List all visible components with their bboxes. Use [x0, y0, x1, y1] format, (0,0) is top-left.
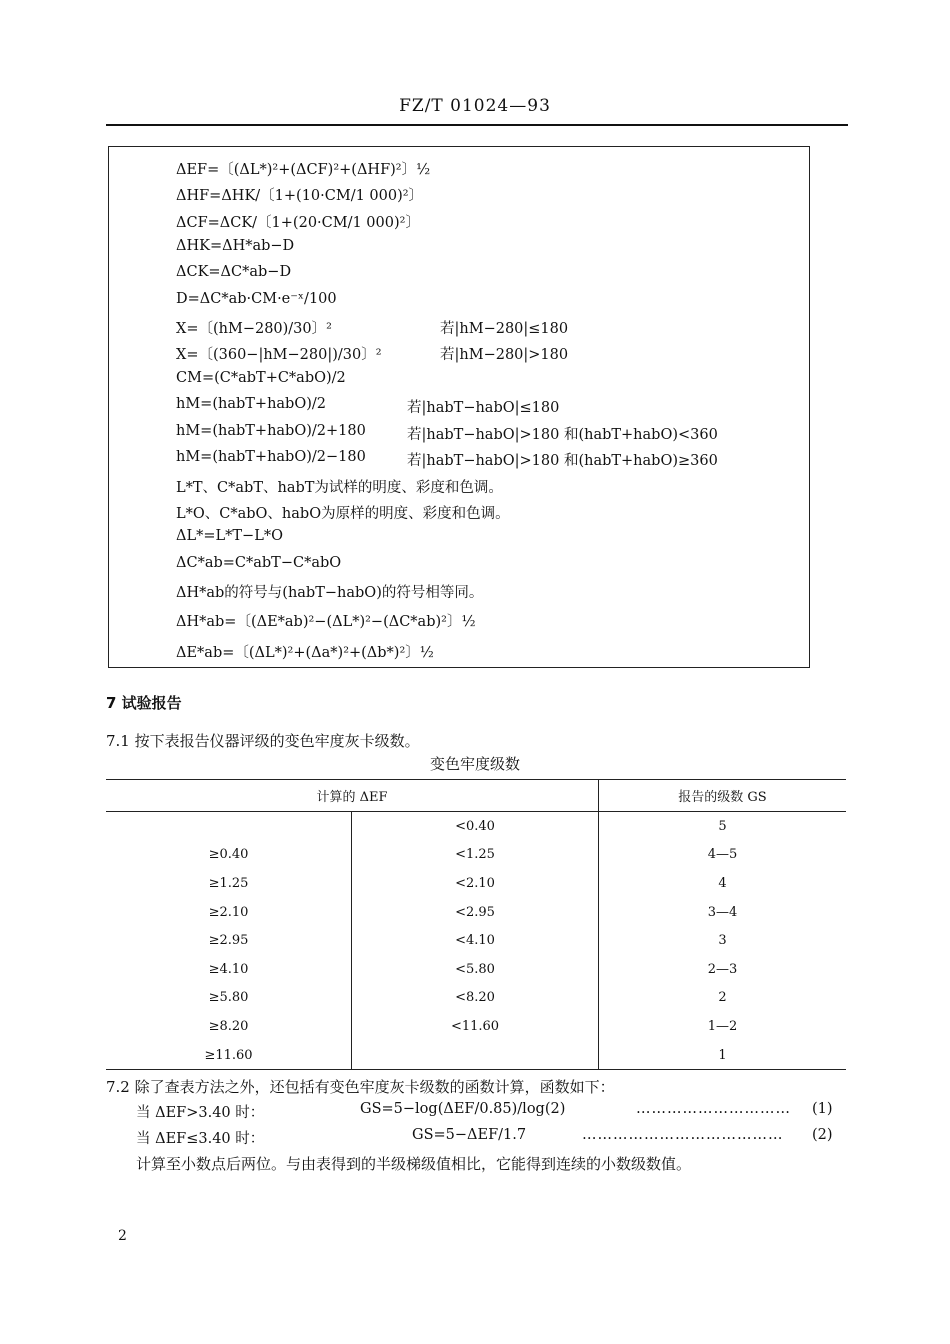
table-cell — [352, 1041, 599, 1070]
paragraph-7-1: 7.1 按下表报告仪器评级的变色牢度灰卡级数。 — [106, 732, 420, 750]
table-row — [106, 869, 846, 898]
table-cell: ≥11.60 — [106, 1041, 352, 1070]
formula-line: hM=(habT+habO)/2 — [176, 396, 326, 412]
table-header-grade: 报告的级数 GS — [599, 780, 847, 812]
table-cell: 1—2 — [707, 1018, 738, 1034]
table-cell: 5 — [718, 818, 727, 834]
table-cell: 1 — [599, 1041, 847, 1070]
table-cell: 3 — [718, 933, 727, 949]
section-title: 7 试验报告 — [106, 694, 182, 712]
table-cell: 2 — [718, 990, 727, 1006]
table-cell: <2.95 — [352, 898, 599, 927]
formula-line: ΔEF=〔(ΔL*)²+(ΔCF)²+(ΔHF)²〕½ — [176, 162, 431, 178]
table-row — [106, 841, 846, 870]
formula-line: hM=(habT+habO)/2+180 — [176, 423, 366, 439]
formula-line: L*O、C*abO、habO为原样的明度、彩度和色调。 — [176, 506, 510, 522]
formula-line: ΔC*ab=C*abT−C*abO — [176, 555, 342, 571]
equation-1-leader: ………………………… — [636, 1101, 791, 1117]
table-cell: 4—5 — [707, 847, 738, 863]
equation-2-condition: 当 ΔEF≤3.40 时： — [136, 1131, 265, 1147]
document-code: FZ/T 01024—93 — [399, 96, 551, 116]
formula-line: L*T、C*abT、habT为试样的明度、彩度和色调。 — [176, 480, 503, 496]
formula-condition: 若|habT−habO|>180 和(habT+habO)≥360 — [407, 453, 718, 469]
table-cell: 4 — [718, 875, 727, 891]
paragraph-7-2: 7.2 除了查表方法之外，还包括有变色牢度灰卡级数的函数计算，函数如下： — [106, 1078, 615, 1096]
formula-line: X=〔(hM−280)/30〕² — [176, 321, 332, 337]
equation-2-leader: ………………………………… — [582, 1127, 784, 1143]
header-rule — [106, 124, 848, 126]
table-cell: <4.10 — [352, 926, 599, 955]
formula-line: D=ΔC*ab·CM·e⁻ˣ/100 — [176, 291, 337, 307]
formula-line: ΔE*ab=〔(ΔL*)²+(Δa*)²+(Δb*)²〕½ — [176, 645, 434, 661]
table-cell: <2.10 — [352, 869, 599, 898]
table-row — [106, 926, 846, 955]
formula-condition: 若|habT−habO|≤180 — [407, 400, 560, 416]
table-header-delta-e: 计算的 ΔEF — [106, 780, 599, 812]
paragraph-closing: 计算至小数点后两位。与由表得到的半级梯级值相比，它能得到连续的小数级数值。 — [136, 1155, 692, 1173]
table-row — [106, 955, 846, 984]
formula-condition: 若|hM−280|>180 — [440, 347, 569, 363]
formula-condition: 若|habT−habO|>180 和(habT+habO)<360 — [407, 427, 718, 443]
table-row — [106, 1012, 846, 1041]
formula-line: ΔL*=L*T−L*O — [176, 528, 283, 544]
table-cell: ≥5.80 — [208, 990, 249, 1006]
formula-line: ΔCF=ΔCK/〔1+(20·CM/1 000)²〕 — [176, 215, 420, 231]
table-cell: 3—4 — [707, 904, 738, 920]
equation-2-formula: GS=5−ΔEF/1.7 — [412, 1127, 527, 1143]
table-row — [106, 898, 846, 927]
formula-line: CM=(C*abT+C*abO)/2 — [176, 370, 346, 386]
table-row — [106, 1041, 846, 1070]
equation-1-number: (1) — [812, 1101, 833, 1117]
equation-1-condition: 当 ΔEF>3.40 时： — [136, 1105, 265, 1121]
formula-line: ΔHK=ΔH*ab−D — [176, 238, 295, 254]
equation-2-number: (2) — [812, 1127, 833, 1143]
equation-1-formula: GS=5−log(ΔEF/0.85)/log(2) — [360, 1101, 566, 1117]
table-cell: <8.20 — [352, 984, 599, 1013]
table-cell: 2—3 — [707, 961, 738, 977]
table-cell: <1.25 — [352, 841, 599, 870]
table-cell: ≥1.25 — [208, 875, 249, 891]
table-cell: ≥4.10 — [208, 961, 249, 977]
table-cell: <11.60 — [352, 1012, 599, 1041]
formula-line: ΔHF=ΔHK/〔1+(10·CM/1 000)²〕 — [176, 188, 424, 204]
formula-line: ΔCK=ΔC*ab−D — [176, 264, 292, 280]
fastness-grade-table — [106, 779, 846, 1070]
table-cell — [106, 812, 352, 841]
formula-line: X=〔(360−|hM−280|)/30〕² — [176, 347, 382, 363]
formula-line: ΔH*ab的符号与(habT−habO)的符号相等同。 — [176, 585, 484, 601]
formula-line: hM=(habT+habO)/2−180 — [176, 449, 366, 465]
table-row — [106, 984, 846, 1013]
table-cell: <5.80 — [352, 955, 599, 984]
table-row — [106, 812, 846, 841]
table-caption: 变色牢度级数 — [429, 755, 520, 773]
table-cell: ≥2.95 — [208, 933, 249, 949]
page-number: 2 — [118, 1228, 127, 1244]
table-cell: ≥8.20 — [208, 1018, 249, 1034]
formula-condition: 若|hM−280|≤180 — [440, 321, 569, 337]
table-cell: ≥2.10 — [208, 904, 249, 920]
table-cell: <0.40 — [352, 812, 599, 841]
table-cell: ≥0.40 — [208, 847, 249, 863]
formula-line: ΔH*ab=〔(ΔE*ab)²−(ΔL*)²−(ΔC*ab)²〕½ — [176, 614, 476, 630]
